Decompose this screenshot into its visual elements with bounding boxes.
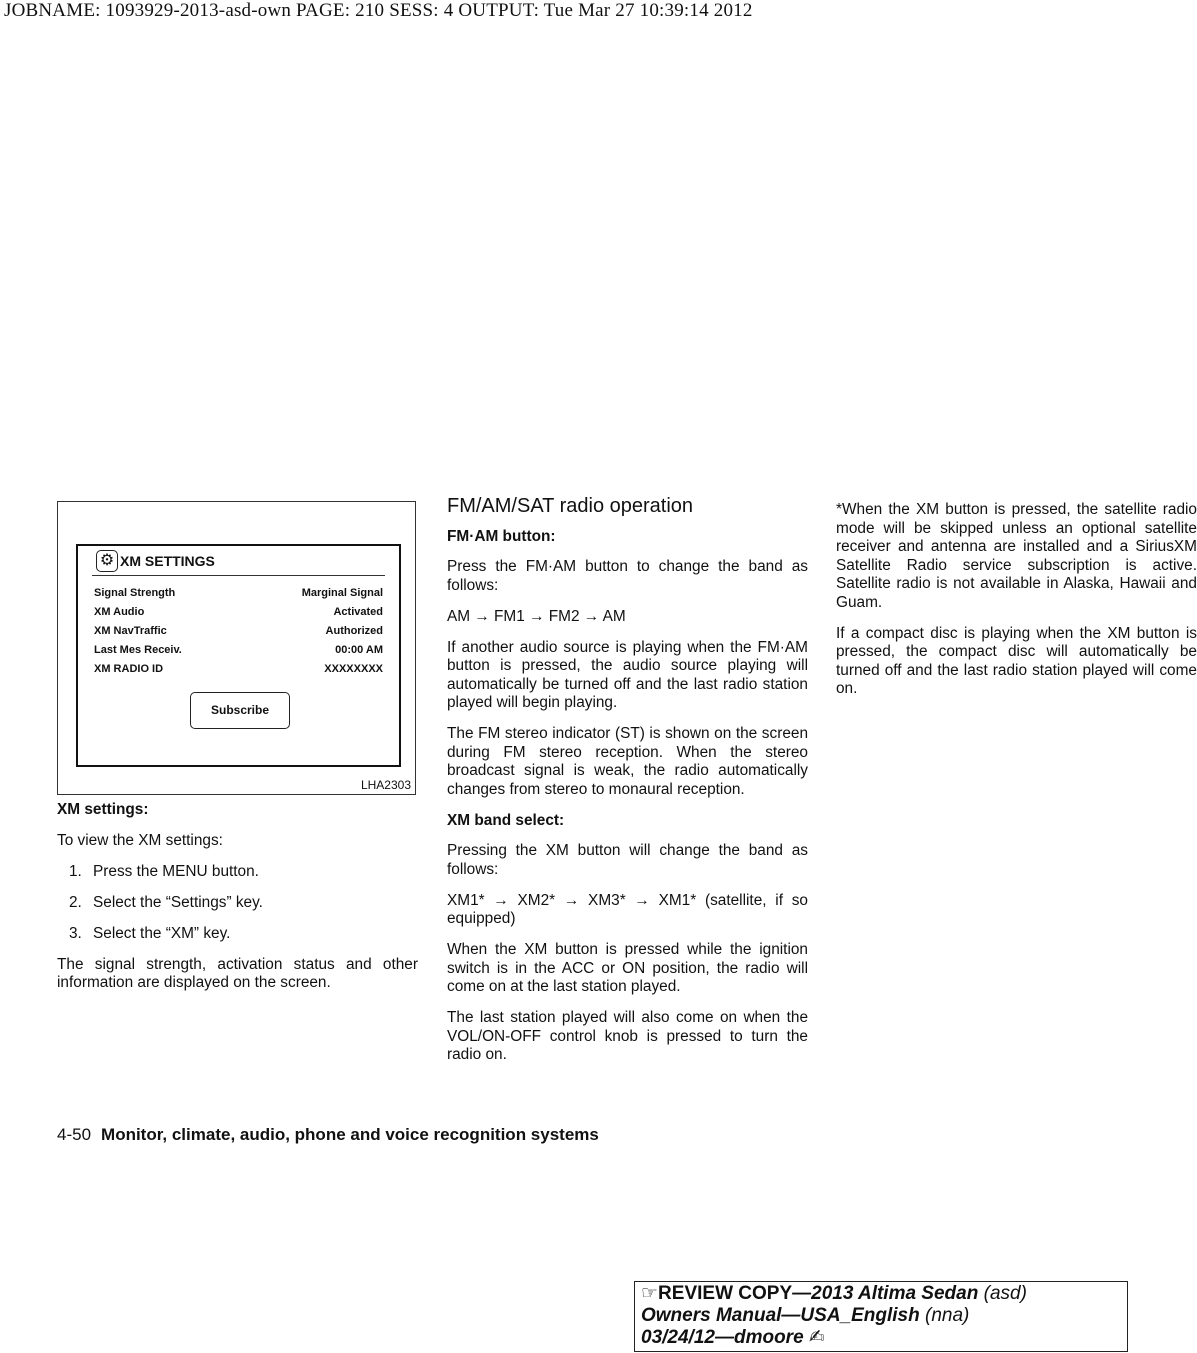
- setting-row: [94, 584, 383, 603]
- manual-name: Owners Manual—USA_English: [641, 1305, 920, 1326]
- gear-icon: ⚙: [96, 550, 118, 572]
- review-line-1: [641, 1283, 1121, 1305]
- xm-settings-figure: [57, 501, 416, 795]
- section-title: FM/AM/SAT radio operation: [447, 495, 694, 517]
- step-number: 2.: [69, 893, 82, 911]
- subscribe-button[interactable]: Subscribe: [190, 692, 290, 729]
- setting-value: 00:00 AM: [335, 644, 383, 656]
- screen-title: [96, 550, 215, 572]
- review-label: REVIEW COPY—: [658, 1283, 812, 1304]
- figure-label: LHA2303: [360, 778, 411, 792]
- setting-value: Activated: [333, 606, 383, 618]
- fmam-heading: FM·AM button:: [447, 527, 556, 545]
- setting-label: Signal Strength: [94, 587, 176, 599]
- setting-row: [94, 622, 383, 641]
- settings-rows: [94, 584, 383, 679]
- paragraph: Pressing the XM button will change the band as follows:: [447, 842, 808, 878]
- step-number: 3.: [69, 924, 82, 942]
- manual-code: (nna): [919, 1305, 970, 1326]
- screen-title-text: XM SETTINGS: [120, 553, 215, 569]
- pointing-hand-icon: ☞: [641, 1283, 659, 1304]
- intro-text: To view the XM settings:: [57, 831, 223, 849]
- paragraph: When the XM button is pressed while the ignition switch is in the ACC or ON position, the radio will come on at the last station played.: [447, 941, 808, 995]
- step-item: [57, 894, 418, 913]
- step-text: Select the “Settings” key.: [93, 893, 263, 911]
- paragraph: The last station played will also come on when the VOL/ON-OFF control knob is pressed to turn the radio on.: [447, 1009, 808, 1063]
- setting-label: XM RADIO ID: [94, 663, 164, 675]
- setting-value: Authorized: [325, 625, 383, 637]
- band-sequence: AM → FM1 → FM2 → AM: [447, 607, 626, 625]
- setting-label: XM Audio: [94, 606, 145, 618]
- paragraph: The signal strength, activation status and other information are displayed on the screen.: [57, 955, 418, 991]
- xm-settings-screen: [76, 544, 401, 767]
- review-stamp: [634, 1281, 1128, 1352]
- step-item: [57, 925, 418, 944]
- setting-value: Marginal Signal: [301, 587, 383, 599]
- column-3: [836, 501, 1197, 711]
- review-line-2: [641, 1305, 1121, 1327]
- column-1: [57, 801, 418, 1005]
- paragraph: Press the FM·AM button to change the band as follows:: [447, 558, 808, 594]
- title-divider: [92, 575, 385, 576]
- setting-row: [94, 660, 383, 679]
- column-2: [447, 497, 808, 1077]
- setting-row: [94, 641, 383, 660]
- xm-band-heading: XM band select:: [447, 811, 565, 829]
- page-footer: [57, 1125, 599, 1145]
- step-item: [57, 863, 418, 882]
- step-text: Select the “XM” key.: [93, 924, 231, 942]
- paragraph: If a compact disc is playing when the XM button is pressed, the compact disc will automatically be turned off and the last radio station played will come on.: [836, 624, 1197, 697]
- writing-hand-icon: ✍: [808, 1327, 825, 1348]
- paragraph: *When the XM button is pressed, the satellite radio mode will be skipped unless an optional satellite receiver and antenna are installed and a SiriusXM Satellite Radio service subscription is active. Satellite radio is not available in Alaska, Hawaii and Guam.: [836, 501, 1197, 611]
- paragraph: If another audio source is playing when the FM·AM button is pressed, the audio source playing will automatically be turned off and the last radio station played will begin playing.: [447, 638, 808, 711]
- review-date: 03/24/12—dmoore: [641, 1327, 804, 1348]
- setting-label: XM NavTraffic: [94, 625, 167, 637]
- page-number: 4-50: [57, 1125, 92, 1144]
- vehicle-code: (asd): [978, 1283, 1027, 1304]
- xm-settings-heading: XM settings:: [57, 801, 149, 818]
- job-header: JOBNAME: 1093929-2013-asd-own PAGE: 210 SESS: 4 OUTPUT: Tue Mar 27 10:39:14 2012: [4, 0, 753, 21]
- setting-value: XXXXXXXX: [324, 663, 383, 675]
- step-number: 1.: [69, 862, 82, 880]
- step-text: Press the MENU button.: [93, 862, 259, 880]
- setting-row: [94, 603, 383, 622]
- vehicle-name: 2013 Altima Sedan: [811, 1283, 979, 1304]
- section-name: Monitor, climate, audio, phone and voice recognition systems: [101, 1125, 599, 1144]
- setting-label: Last Mes Receiv.: [94, 644, 182, 656]
- paragraph: The FM stereo indicator (ST) is shown on the screen during FM stereo reception. When the stereo broadcast signal is weak, the radio automatically changes from stereo to monaural reception.: [447, 725, 808, 798]
- band-sequence: XM1* → XM2* → XM3* → XM1* (satellite, if so equipped): [447, 891, 808, 927]
- review-line-3: [641, 1327, 1121, 1349]
- steps-list: [57, 863, 418, 944]
